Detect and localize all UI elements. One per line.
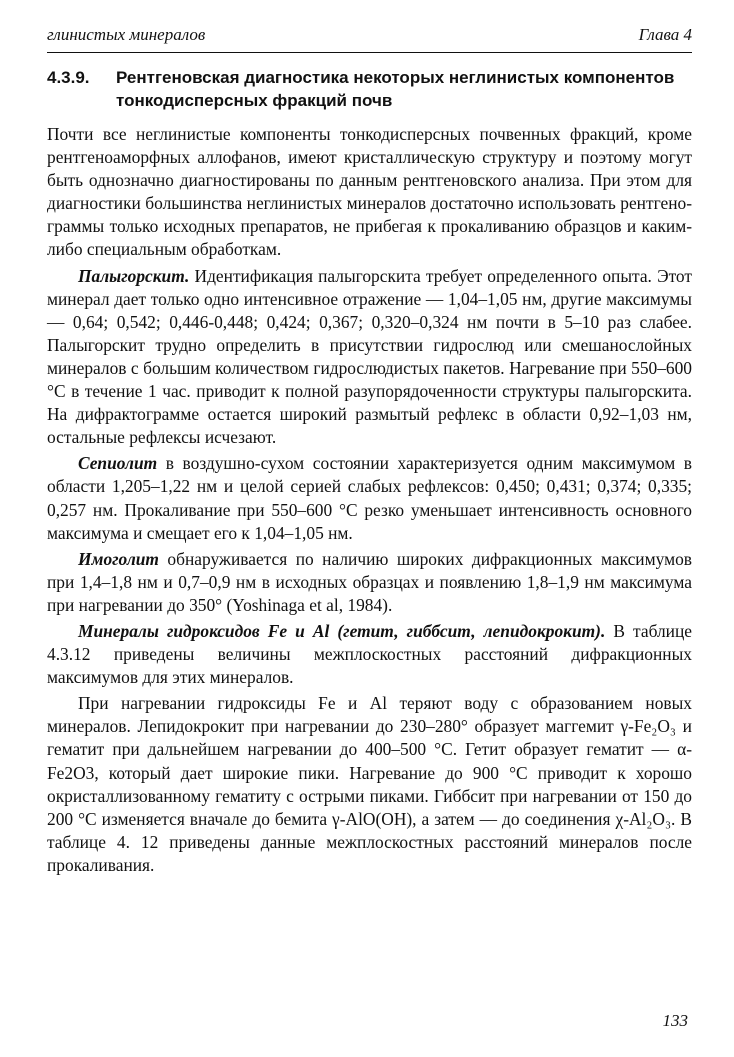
paragraph-text: обнаруживается по наличию широких дифракционных максимумов при 1,4–1,8 нм и 0,7–0,9 нм в исходных образцах и появлению 1,8–1,9 нм максимума при нагревании до 350° (Yoshinaga et al, 1984).	[47, 548, 692, 615]
paragraph-text: в воздушно-сухом состоянии характеризуется одним максимумом в области 1,205–1,22 нм и целой серией слабых рефлексов: 0,450; 0,431; 0,374; 0,335; 0,257 нм. Прокаливание при 550–600 °С резко уменьшает интенсивность основного максимума и смещает его к 1,04–1,05 нм.	[47, 453, 692, 543]
body-text	[47, 123, 692, 880]
paragraph	[47, 452, 692, 544]
paragraph-term: Имоголит	[78, 548, 159, 569]
paragraph-text: Почти все неглинистые компоненты тонкодисперсных почвенных фракций, кроме рентгеноаморфных аллофанов, имеют кристаллическую структуру и поэтому могут быть однозначно диагностированы по данным рентгеновского анализа. При этом для диагностики большинства неглинистых минералов достаточно использовать рентгенограммы только исходных препаратов, не прибегая к прокаливанию образцов и каким-либо специальным обработкам.	[47, 124, 692, 260]
paragraph	[47, 692, 692, 877]
paragraph	[47, 620, 692, 689]
paragraph-text: Идентификация палыгорскита требует определенного опыта. Этот минерал дает только одно интенсивное отражение — 1,04–1,05 нм, другие максимумы — 0,64; 0,542; 0,446-0,448; 0,424; 0,367; 0,320–0,324 нм почти в 5–10 раз слабее. Палыгорскит трудно определить в присутствии гидрослюд или смешанослойных минералов с большим количеством гидрослюдистых пакетов. Нагревание при 550–600 °С в течение 1 час. приводит к полной разупорядоченности структуры палыгорскита. На дифрактограмме остается широкий размытый рефлекс в области 0,92–1,03 нм, остальные рефлексы исчезают.	[47, 265, 692, 448]
header-rule	[47, 52, 692, 53]
section-heading	[47, 66, 692, 112]
paragraph-term: Палыгорскит.	[78, 265, 190, 286]
paragraph	[47, 548, 692, 617]
paragraph	[47, 265, 692, 450]
section-number: 4.3.9.	[47, 68, 90, 87]
running-head-left: глинистых минералов	[47, 25, 206, 44]
running-head	[47, 25, 692, 45]
paragraph-term: Минералы гидроксидов Fe и Al (гетит, гиббсит, лепидокрокит).	[78, 620, 606, 641]
paragraph-text: При нагревании гидроксиды Fe и Al теряют воду с образованием новых минералов. Лепидокрокит при нагревании до 230–280° образует маггемит γ-Fe₂O₃ и гематит при дальнейшем нагревании до 400–500 °С. Гетит образует гематит — α-Fe2O3, который дает широкие пики. Нагревание до 900 °С приводит к хорошо окристаллизованному гематиту с острыми пиками. Гиббсит при нагревании от 150 до 200 °С изменяется вначале до бемита γ-AlO(OH), а затем — до соединения χ-Al₂O₃. В таблице 4. 12 приведены данные межплоскостных расстояний минералов после прокаливания.	[47, 693, 692, 875]
paragraph	[47, 123, 692, 262]
paragraph-text: В таблице 4.3.12 приведены величины межплоскостных расстояний дифракционных максимумов для этих минералов.	[47, 620, 692, 688]
paragraph-term: Сепиолит	[78, 453, 158, 474]
running-head-right: Глава 4	[638, 25, 692, 44]
section-title: Рентгеновская диагностика некоторых неглинистых компонентов тонкодисперсных фракций почв	[116, 68, 675, 110]
page-number: 133	[662, 1011, 688, 1030]
